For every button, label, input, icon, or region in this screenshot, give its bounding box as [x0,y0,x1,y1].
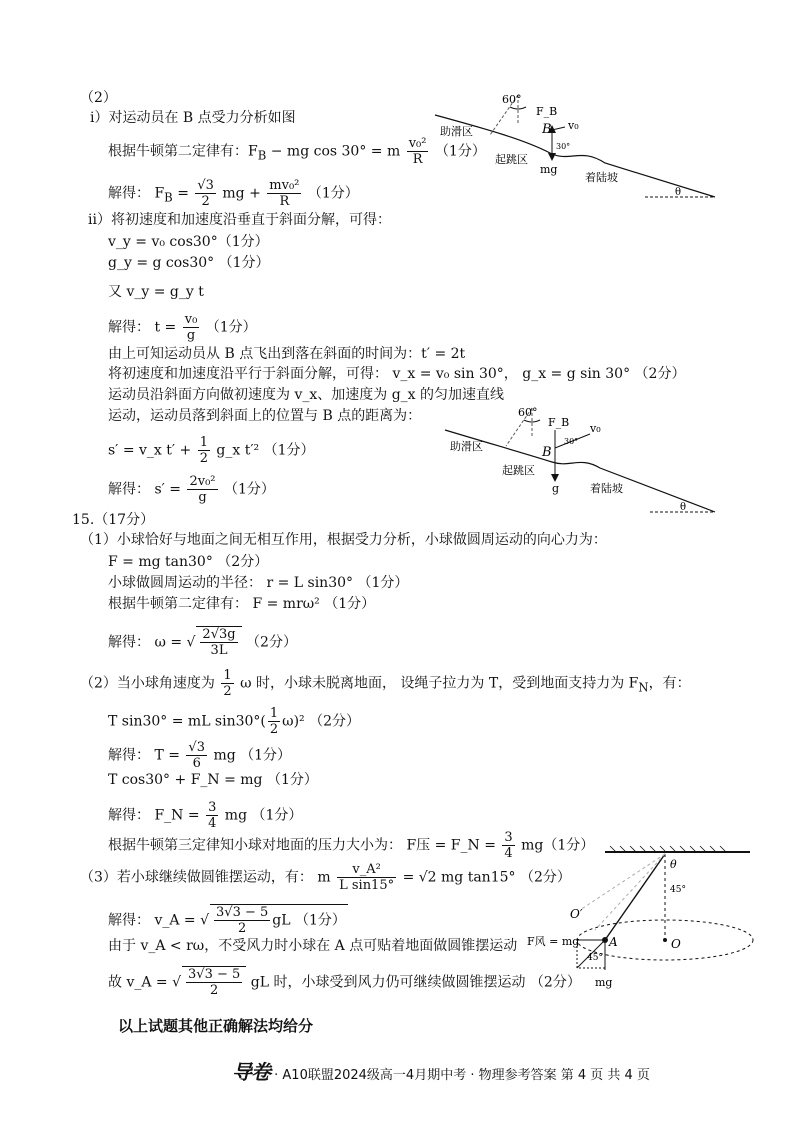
numerator: 1 [223,668,232,683]
angle-label: 45° [670,885,686,895]
v0-label: v₀ [590,422,601,435]
equation-text: 解得： t = [108,319,177,336]
mg-label: mg [540,163,558,176]
zone-label: 着陆坡 [585,171,618,184]
equation [108,740,291,771]
equation-text: 解得： v_A = [108,912,196,929]
question-head: 15.（17分） [72,512,155,528]
zone-label: 着陆坡 [590,482,623,495]
equation-text: mg （1分） [224,807,303,824]
equation-text: 解得： F_N = [108,807,200,824]
denominator: g [186,328,196,343]
equation: 根据牛顿第二定律有：$F_B$ − mg cos 30° = m $\frac{\text{v₀²}}{R}$ （1分） [108,136,486,167]
text-line: 由上可知运动员从 B 点飞出到落在斜面的时间为：t′ = 2t [108,346,466,362]
numerator: v_A² [337,862,396,878]
denominator: 2 [269,722,279,737]
fraction [186,967,242,998]
equation-text: gL 时，小球受到风力仍可继续做圆锥摆运动 （2分） [250,974,581,991]
fraction [214,905,270,936]
equation-text: gL （1分） [272,912,346,929]
theta-label: θ [670,858,677,871]
fraction [187,474,217,505]
equation [108,312,257,343]
small-angle-label: 30° [564,437,579,446]
score: （1分） [223,481,275,498]
equation-text: 根据牛顿第二定律有：F [108,143,258,160]
equation-text: = √2 mg tan15° （2分） [402,869,571,886]
zone-label: 助滑区 [450,440,483,453]
denominator: 2 [210,983,219,998]
center-dot [663,938,667,942]
text-line: 小球做圆周运动的半径： r = L sin30° （1分） [108,575,409,591]
ski-jump-force-diagram [430,85,730,210]
equation [80,862,571,893]
dashed-string [595,854,665,930]
equation: T cos30° + F_N = mg （1分） [108,772,318,788]
fraction [183,312,200,343]
numerator: √3 [197,178,214,193]
wind-force-label: F风 = mg [527,935,580,948]
text-line: （1）小球恰好与地面之间无相互作用，根据受力分析，小球做圆周运动的向心力为： [80,532,607,548]
numerator: 1 [199,435,208,450]
equation-text: s′ = v_x t′ + [108,442,192,459]
denominator: R [279,194,290,209]
theta-label: θ [675,187,682,198]
point-b-label: B [542,445,552,460]
fraction [206,800,218,831]
equation: v_y = v₀ cos30°（1分） [108,234,269,250]
equation-text: 根据牛顿第三定律知小球对地面的压力大小为： F压 = F_N = [108,837,496,854]
numerator: v₀ [184,312,198,327]
text-part: ，有： [648,675,691,692]
slope-line [445,430,715,512]
equation [108,800,302,831]
score: （2分） [246,634,297,651]
velocity-decomposition-diagram [440,400,730,520]
conical-pendulum-diagram [525,840,765,995]
angle-label: 45° [587,953,603,963]
equation: 解得： v_A = √ $\frac{3√3 - 5}{2}$ gL （1分） [108,905,346,936]
equation-text: mg + [222,185,261,202]
fraction [337,862,396,893]
g-label: g [552,482,560,495]
point-b-label: B [542,122,552,137]
denominator: L sin15° [339,878,395,893]
numerator: 3 [208,800,217,815]
v0-arrow [552,127,565,130]
fraction [198,435,210,466]
numerator: 2v₀² [189,474,216,489]
denominator: g [198,490,207,505]
numerator: 2√3g [202,627,236,642]
string [605,854,665,940]
footer-text: · A10联盟2024级高一4月期中考 · 物理参考答案 第 4 页 共 4 页 [274,1068,650,1083]
text-part: ω 时，小球未脱离地面， 设绳子拉力为 T，受到地面支持力为 F [240,675,639,692]
denominator: 2 [223,684,232,699]
denominator: 6 [192,756,201,771]
fraction [186,740,207,771]
equation [108,830,594,861]
denominator: 2 [238,921,247,936]
arrowhead [548,153,556,161]
text-line: 由于 v_A < rω，不受风力时小球在 A 点可贴着地面做圆锥摆运动 [108,938,518,954]
radical [196,626,241,658]
equation-text: T sin30° = mL sin30°( [108,713,266,730]
denominator: 3L [210,643,228,658]
o-prime-label: O′ [570,907,583,921]
equation: 故 v_A = √ $\frac{3√3 - 5}{2}$ gL 时，小球受到风力仍可继续做圆锥摆运动 （2分） [108,967,581,998]
zone-label: 起跳区 [495,153,528,166]
equation [108,706,360,737]
denominator: 2 [199,451,208,466]
score: （1分） [434,143,486,160]
equation [108,474,275,505]
brand-logo: 导卷 [232,1060,270,1084]
numerator: 1 [269,706,279,721]
zone-label: 起跳区 [502,464,535,477]
equation: g_y = g cos30° （1分） [108,255,270,271]
denominator: 4 [504,846,513,861]
fraction [267,178,301,209]
equation-text: （3）若小球继续做圆锥摆运动，有： m [80,869,331,886]
denominator: 2 [201,194,210,209]
fraction [502,830,514,861]
radical [182,966,246,998]
denominator: 4 [208,816,217,831]
numerator: √3 [188,740,205,755]
equation-text: g_x t′² （1分） [216,442,315,459]
fraction [221,668,233,699]
equation-text: − mg cos 30° = m [270,143,401,160]
equation-text: 解得： T = [108,747,180,764]
numerator: 3 [504,830,513,845]
v0-label: v₀ [568,119,579,132]
denominator: R [412,152,423,167]
grading-note: 以上试题其他正确解法均给分 [118,1017,314,1035]
numerator: 3√3 − 5 [188,967,241,982]
solve-label: 解得： [108,185,150,202]
score: （1分） [307,185,359,202]
equation: 又 v_y = g_y t [108,284,204,300]
center-label: O [671,937,681,951]
text-part: （2）当小球角速度为 [80,675,215,692]
text-line: ii）将初速度和加速度沿垂直于斜面分解，可得： [88,212,391,228]
equation-text: mg （1分） [213,747,292,764]
fb-label: F_B [548,416,570,429]
ball [602,937,608,943]
text-line: i）对运动员在 B 点受力分析如图 [90,110,296,126]
text-line: 运动员沿斜面方向做初速度为 v_x、加速度为 g_x 的匀加速直线 [108,387,505,403]
numerator: mv₀² [269,178,300,193]
angle-label: 60° [518,406,538,419]
equation [108,435,315,466]
fraction [200,627,237,658]
angle-label: 60° [502,93,522,106]
text-line: （2）当小球角速度为 $\frac{1}{2}$ ω 时，小球未脱离地面， 设绳子拉力为 T，受到地面支持力为 $F_N$，有： [80,668,691,699]
theta-label: θ [680,502,687,513]
fraction [195,178,216,209]
small-angle-label: 30° [556,142,571,151]
score: （1分） [205,319,257,336]
equation-text: 故 v_A = [108,974,168,991]
numerator: 3√3 − 5 [216,905,269,920]
page-footer [232,1062,650,1086]
equation-text: F [154,185,165,202]
text-line: 根据牛顿第二定律有： F = mrω² （1分） [108,596,376,612]
section-head: （2） [80,90,117,106]
equation-text: ω)² （2分） [282,713,361,730]
equation: 解得： $F_B$ = $\frac{√3}{2}$ mg + $\frac{\text{mv₀²}}{R}$ （1分） [108,178,359,209]
radical [210,904,348,936]
mg-label: mg [595,976,613,989]
equation-text: 解得： s′ = [108,481,181,498]
numerator: v₀² [408,136,427,151]
zone-label: 助滑区 [440,125,473,138]
equation: F = mg tan30° （2分） [108,554,269,570]
equation-text: mg（1分） [521,837,595,854]
equation: 解得： ω = √ $\frac{2√3g}{3L}$ （2分） [108,627,297,658]
fb-label: F_B [536,105,558,118]
text-line: 运动，运动员落到斜面上的位置与 B 点的距离为： [108,408,422,424]
equation-text: 解得： ω = [108,634,183,651]
arrowhead [551,474,559,482]
fraction [268,706,280,737]
dashed-string [580,854,665,910]
text-line: 将初速度和加速度沿平行于斜面分解，可得： v_x = v₀ sin 30°， g_x = g sin 30° （2分） [108,366,686,382]
fraction [407,136,429,167]
point-a-label: A [609,935,618,949]
